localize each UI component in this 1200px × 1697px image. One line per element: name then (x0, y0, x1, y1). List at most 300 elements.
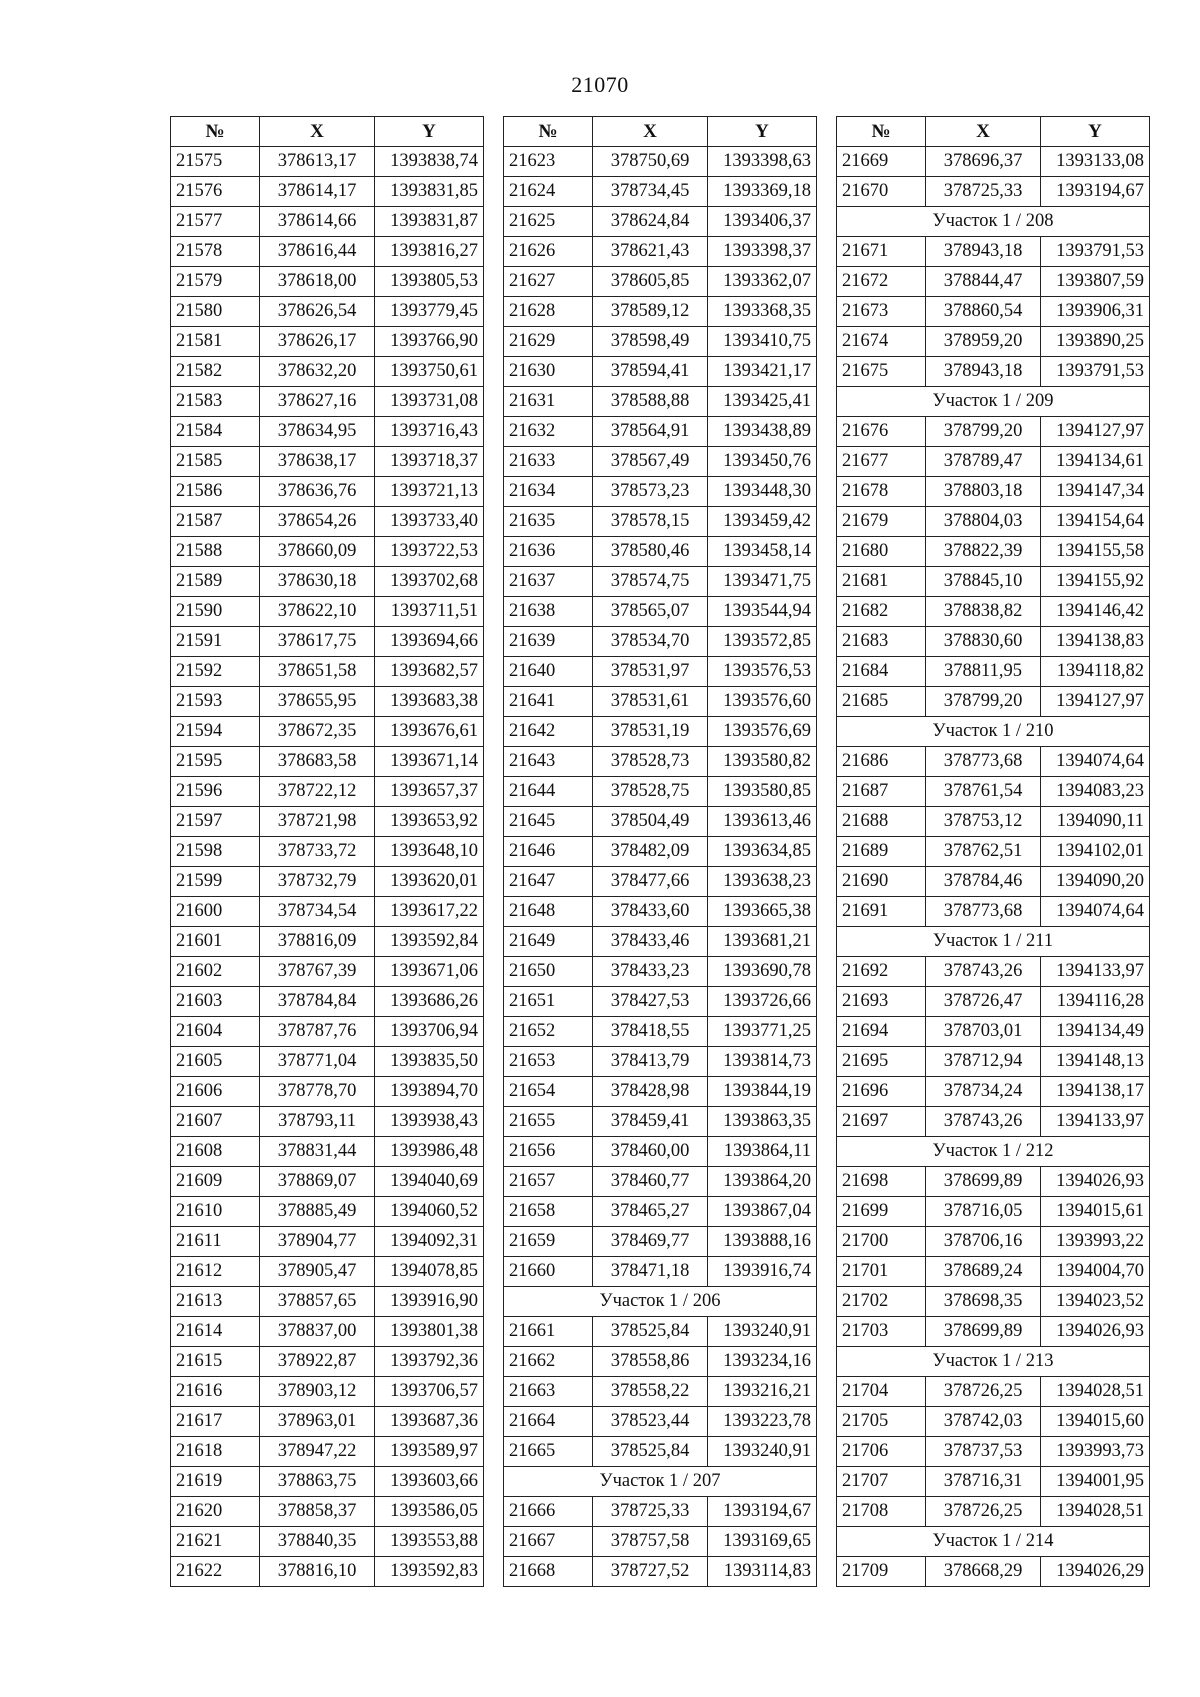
coordinates-table-1 (170, 116, 484, 1587)
cell-num: 21699 (837, 1197, 926, 1227)
header-num: № (837, 117, 926, 147)
cell-y: 1393894,70 (375, 1077, 484, 1107)
cell-num: 21625 (504, 207, 593, 237)
cell-num: 21605 (171, 1047, 260, 1077)
cell-y: 1393993,22 (1041, 1227, 1150, 1257)
cell-x: 378634,95 (260, 417, 375, 447)
cell-y: 1393791,53 (1041, 357, 1150, 387)
cell-x: 378750,69 (593, 147, 708, 177)
table-row (171, 1347, 484, 1377)
cell-y: 1393592,83 (375, 1557, 484, 1587)
table-row (837, 1287, 1150, 1317)
cell-num: 21598 (171, 837, 260, 867)
table-row (171, 1287, 484, 1317)
cell-y: 1394015,61 (1041, 1197, 1150, 1227)
cell-x: 378558,22 (593, 1377, 708, 1407)
header-num: № (504, 117, 593, 147)
table-row (504, 687, 817, 717)
cell-x: 378706,16 (926, 1227, 1041, 1257)
cell-x: 378699,89 (926, 1317, 1041, 1347)
cell-num: 21656 (504, 1137, 593, 1167)
cell-y: 1393576,60 (708, 687, 817, 717)
table-row (504, 327, 817, 357)
table-row (171, 1467, 484, 1497)
table-row (171, 717, 484, 747)
cell-y: 1394001,95 (1041, 1467, 1150, 1497)
table-row (171, 357, 484, 387)
cell-x: 378627,16 (260, 387, 375, 417)
cell-x: 378860,54 (926, 297, 1041, 327)
table-row (171, 387, 484, 417)
cell-y: 1393890,25 (1041, 327, 1150, 357)
header-x: X (260, 117, 375, 147)
cell-x: 378837,00 (260, 1317, 375, 1347)
table-row (171, 1107, 484, 1137)
section-row (837, 207, 1150, 237)
table-row (171, 1197, 484, 1227)
cell-x: 378621,43 (593, 237, 708, 267)
table-row (171, 597, 484, 627)
cell-num: 21697 (837, 1107, 926, 1137)
section-label: Участок 1 / 212 (837, 1137, 1150, 1167)
cell-x: 378811,95 (926, 657, 1041, 687)
cell-x: 378578,15 (593, 507, 708, 537)
cell-x: 378523,44 (593, 1407, 708, 1437)
cell-y: 1393731,08 (375, 387, 484, 417)
cell-y: 1394026,29 (1041, 1557, 1150, 1587)
header-y: Y (375, 117, 484, 147)
table-row (171, 1527, 484, 1557)
cell-x: 378613,17 (260, 147, 375, 177)
cell-num: 21678 (837, 477, 926, 507)
table-row (171, 1167, 484, 1197)
table-row (171, 207, 484, 237)
section-row (837, 1347, 1150, 1377)
cell-x: 378624,84 (593, 207, 708, 237)
cell-x: 378771,04 (260, 1047, 375, 1077)
page-number: 21070 (571, 72, 629, 97)
cell-y: 1393711,51 (375, 597, 484, 627)
cell-y: 1393844,19 (708, 1077, 817, 1107)
table-row (171, 417, 484, 447)
cell-y: 1393586,05 (375, 1497, 484, 1527)
table-row (837, 1317, 1150, 1347)
cell-num: 21603 (171, 987, 260, 1017)
table-row (504, 1377, 817, 1407)
cell-y: 1393458,14 (708, 537, 817, 567)
cell-num: 21640 (504, 657, 593, 687)
cell-y: 1394138,17 (1041, 1077, 1150, 1107)
cell-x: 378598,49 (593, 327, 708, 357)
cell-y: 1393362,07 (708, 267, 817, 297)
cell-num: 21581 (171, 327, 260, 357)
table-row (171, 1557, 484, 1587)
cell-num: 21630 (504, 357, 593, 387)
cell-x: 378767,39 (260, 957, 375, 987)
cell-x: 378726,25 (926, 1377, 1041, 1407)
table-row (837, 597, 1150, 627)
cell-x: 378858,37 (260, 1497, 375, 1527)
cell-y: 1393634,85 (708, 837, 817, 867)
cell-y: 1393671,06 (375, 957, 484, 987)
section-label: Участок 1 / 208 (837, 207, 1150, 237)
cell-x: 378816,09 (260, 927, 375, 957)
header-x: X (593, 117, 708, 147)
cell-num: 21584 (171, 417, 260, 447)
table-row (504, 987, 817, 1017)
table-row (504, 957, 817, 987)
cell-x: 378743,26 (926, 1107, 1041, 1137)
cell-x: 378427,53 (593, 987, 708, 1017)
cell-num: 21631 (504, 387, 593, 417)
cell-x: 378831,44 (260, 1137, 375, 1167)
cell-num: 21629 (504, 327, 593, 357)
cell-y: 1393580,82 (708, 747, 817, 777)
cell-y: 1393671,14 (375, 747, 484, 777)
cell-x: 378943,18 (926, 357, 1041, 387)
cell-num: 21698 (837, 1167, 926, 1197)
cell-y: 1393733,40 (375, 507, 484, 537)
cell-num: 21628 (504, 297, 593, 327)
table-row (504, 717, 817, 747)
cell-y: 1393648,10 (375, 837, 484, 867)
cell-x: 378793,11 (260, 1107, 375, 1137)
cell-y: 1393694,66 (375, 627, 484, 657)
cell-num: 21688 (837, 807, 926, 837)
cell-num: 21626 (504, 237, 593, 267)
cell-num: 21615 (171, 1347, 260, 1377)
cell-num: 21597 (171, 807, 260, 837)
cell-y: 1393438,89 (708, 417, 817, 447)
cell-x: 378737,53 (926, 1437, 1041, 1467)
cell-num: 21617 (171, 1407, 260, 1437)
table-row (504, 477, 817, 507)
section-row (837, 1137, 1150, 1167)
table-row (504, 657, 817, 687)
cell-y: 1393240,91 (708, 1317, 817, 1347)
cell-x: 378528,73 (593, 747, 708, 777)
cell-x: 378743,26 (926, 957, 1041, 987)
table-row (837, 1497, 1150, 1527)
cell-y: 1393459,42 (708, 507, 817, 537)
cell-y: 1394102,01 (1041, 837, 1150, 867)
cell-y: 1393398,37 (708, 237, 817, 267)
cell-num: 21642 (504, 717, 593, 747)
cell-x: 378904,77 (260, 1227, 375, 1257)
cell-num: 21575 (171, 147, 260, 177)
cell-y: 1393831,85 (375, 177, 484, 207)
cell-num: 21700 (837, 1227, 926, 1257)
cell-num: 21660 (504, 1257, 593, 1287)
table-header-row (171, 117, 484, 147)
cell-y: 1394133,97 (1041, 1107, 1150, 1137)
section-label: Участок 1 / 210 (837, 717, 1150, 747)
cell-num: 21691 (837, 897, 926, 927)
cell-num: 21685 (837, 687, 926, 717)
cell-y: 1393805,53 (375, 267, 484, 297)
cell-num: 21601 (171, 927, 260, 957)
cell-y: 1393807,59 (1041, 267, 1150, 297)
cell-num: 21701 (837, 1257, 926, 1287)
table-row (171, 567, 484, 597)
table-row (837, 1257, 1150, 1287)
cell-num: 21593 (171, 687, 260, 717)
cell-num: 21618 (171, 1437, 260, 1467)
cell-num: 21616 (171, 1377, 260, 1407)
cell-x: 378534,70 (593, 627, 708, 657)
cell-num: 21588 (171, 537, 260, 567)
cell-y: 1393906,31 (1041, 297, 1150, 327)
cell-y: 1394155,58 (1041, 537, 1150, 567)
cell-y: 1393638,23 (708, 867, 817, 897)
table-row (504, 1047, 817, 1077)
cell-y: 1393993,73 (1041, 1437, 1150, 1467)
table-row (837, 147, 1150, 177)
cell-x: 378672,35 (260, 717, 375, 747)
table-row (504, 147, 817, 177)
cell-x: 378733,72 (260, 837, 375, 867)
table-row (504, 357, 817, 387)
table-row (837, 447, 1150, 477)
cell-y: 1393681,21 (708, 927, 817, 957)
table-row (504, 597, 817, 627)
table-row (837, 1167, 1150, 1197)
cell-num: 21671 (837, 237, 926, 267)
table-row (171, 1227, 484, 1257)
header-num: № (171, 117, 260, 147)
table-row (837, 1107, 1150, 1137)
cell-y: 1393750,61 (375, 357, 484, 387)
table-row (504, 417, 817, 447)
cell-num: 21658 (504, 1197, 593, 1227)
table-row (837, 837, 1150, 867)
cell-x: 378471,18 (593, 1257, 708, 1287)
cell-num: 21673 (837, 297, 926, 327)
cell-x: 378528,75 (593, 777, 708, 807)
cell-x: 378721,98 (260, 807, 375, 837)
cell-x: 378698,35 (926, 1287, 1041, 1317)
cell-num: 21669 (837, 147, 926, 177)
cell-x: 378784,84 (260, 987, 375, 1017)
cell-num: 21627 (504, 267, 593, 297)
coordinates-table-2 (503, 116, 817, 1587)
table-row (837, 297, 1150, 327)
cell-num: 21583 (171, 387, 260, 417)
cell-x: 378857,65 (260, 1287, 375, 1317)
table-row (171, 1317, 484, 1347)
table-row (504, 1227, 817, 1257)
table-row (171, 657, 484, 687)
table-row (837, 177, 1150, 207)
cell-y: 1394028,51 (1041, 1377, 1150, 1407)
cell-y: 1394118,82 (1041, 657, 1150, 687)
table-row (504, 807, 817, 837)
cell-num: 21667 (504, 1527, 593, 1557)
cell-num: 21645 (504, 807, 593, 837)
cell-num: 21641 (504, 687, 593, 717)
cell-num: 21622 (171, 1557, 260, 1587)
table-row (504, 537, 817, 567)
cell-x: 378413,79 (593, 1047, 708, 1077)
section-row (837, 387, 1150, 417)
cell-num: 21595 (171, 747, 260, 777)
cell-x: 378433,46 (593, 927, 708, 957)
cell-x: 378525,84 (593, 1437, 708, 1467)
cell-x: 378477,66 (593, 867, 708, 897)
table-row (171, 1047, 484, 1077)
cell-y: 1393864,20 (708, 1167, 817, 1197)
cell-y: 1393766,90 (375, 327, 484, 357)
table-row (171, 1077, 484, 1107)
cell-num: 21648 (504, 897, 593, 927)
cell-y: 1393718,37 (375, 447, 484, 477)
table-row (837, 567, 1150, 597)
cell-x: 378787,76 (260, 1017, 375, 1047)
cell-num: 21614 (171, 1317, 260, 1347)
cell-x: 378716,05 (926, 1197, 1041, 1227)
cell-num: 21632 (504, 417, 593, 447)
cell-x: 378699,89 (926, 1167, 1041, 1197)
cell-y: 1393223,78 (708, 1407, 817, 1437)
cell-y: 1394146,42 (1041, 597, 1150, 627)
cell-num: 21651 (504, 987, 593, 1017)
table-row (837, 417, 1150, 447)
table-row (171, 927, 484, 957)
cell-x: 378822,39 (926, 537, 1041, 567)
cell-num: 21604 (171, 1017, 260, 1047)
table-row (171, 987, 484, 1017)
cell-y: 1393986,48 (375, 1137, 484, 1167)
cell-num: 21636 (504, 537, 593, 567)
table-row (171, 237, 484, 267)
cell-num: 21680 (837, 537, 926, 567)
table-row (837, 747, 1150, 777)
table-row (171, 1407, 484, 1437)
table-row (171, 867, 484, 897)
cell-x: 378773,68 (926, 747, 1041, 777)
cell-x: 378574,75 (593, 567, 708, 597)
cell-num: 21684 (837, 657, 926, 687)
section-label: Участок 1 / 211 (837, 927, 1150, 957)
cell-x: 378734,24 (926, 1077, 1041, 1107)
cell-y: 1393814,73 (708, 1047, 817, 1077)
cell-num: 21582 (171, 357, 260, 387)
cell-y: 1394026,93 (1041, 1167, 1150, 1197)
cell-x: 378622,10 (260, 597, 375, 627)
cell-num: 21607 (171, 1107, 260, 1137)
cell-x: 378465,27 (593, 1197, 708, 1227)
table-row (504, 1107, 817, 1137)
table-row (837, 807, 1150, 837)
cell-num: 21602 (171, 957, 260, 987)
cell-num: 21661 (504, 1317, 593, 1347)
cell-num: 21638 (504, 597, 593, 627)
section-row (504, 1287, 817, 1317)
table-header-row (837, 117, 1150, 147)
header-y: Y (708, 117, 817, 147)
table-row (837, 867, 1150, 897)
table-row (837, 627, 1150, 657)
cell-x: 378742,03 (926, 1407, 1041, 1437)
cell-num: 21590 (171, 597, 260, 627)
cell-num: 21635 (504, 507, 593, 537)
cell-x: 378840,35 (260, 1527, 375, 1557)
section-label: Участок 1 / 214 (837, 1527, 1150, 1557)
cell-num: 21654 (504, 1077, 593, 1107)
cell-x: 378757,58 (593, 1527, 708, 1557)
cell-y: 1393706,57 (375, 1377, 484, 1407)
table-row (837, 1377, 1150, 1407)
table-row (504, 1017, 817, 1047)
table-row (171, 777, 484, 807)
cell-x: 378504,49 (593, 807, 708, 837)
cell-num: 21620 (171, 1497, 260, 1527)
cell-x: 378753,12 (926, 807, 1041, 837)
table-row (837, 477, 1150, 507)
table-row (504, 207, 817, 237)
cell-y: 1394133,97 (1041, 957, 1150, 987)
cell-x: 378588,88 (593, 387, 708, 417)
cell-y: 1393572,85 (708, 627, 817, 657)
cell-num: 21703 (837, 1317, 926, 1347)
table-row (171, 747, 484, 777)
cell-y: 1393867,04 (708, 1197, 817, 1227)
cell-y: 1393779,45 (375, 297, 484, 327)
cell-y: 1393620,01 (375, 867, 484, 897)
cell-y: 1393169,65 (708, 1527, 817, 1557)
cell-x: 378565,07 (593, 597, 708, 627)
cell-y: 1393938,43 (375, 1107, 484, 1137)
cell-x: 378460,00 (593, 1137, 708, 1167)
cell-x: 378482,09 (593, 837, 708, 867)
cell-y: 1394026,93 (1041, 1317, 1150, 1347)
cell-x: 378626,54 (260, 297, 375, 327)
cell-y: 1394074,64 (1041, 747, 1150, 777)
cell-y: 1393835,50 (375, 1047, 484, 1077)
cell-y: 1393916,74 (708, 1257, 817, 1287)
header-y: Y (1041, 117, 1150, 147)
cell-y: 1393369,18 (708, 177, 817, 207)
table-row (504, 1497, 817, 1527)
cell-num: 21672 (837, 267, 926, 297)
cell-y: 1394074,64 (1041, 897, 1150, 927)
cell-y: 1393406,37 (708, 207, 817, 237)
cell-num: 21682 (837, 597, 926, 627)
cell-y: 1394154,64 (1041, 507, 1150, 537)
cell-num: 21587 (171, 507, 260, 537)
cell-x: 378778,70 (260, 1077, 375, 1107)
cell-x: 378531,97 (593, 657, 708, 687)
table-row (504, 1317, 817, 1347)
cell-x: 378703,01 (926, 1017, 1041, 1047)
table-row (504, 1167, 817, 1197)
cell-num: 21683 (837, 627, 926, 657)
cell-num: 21676 (837, 417, 926, 447)
cell-num: 21623 (504, 147, 593, 177)
cell-num: 21596 (171, 777, 260, 807)
cell-num: 21664 (504, 1407, 593, 1437)
cell-y: 1393888,16 (708, 1227, 817, 1257)
cell-num: 21706 (837, 1437, 926, 1467)
cell-x: 378668,29 (926, 1557, 1041, 1587)
cell-y: 1393721,13 (375, 477, 484, 507)
cell-y: 1394078,85 (375, 1257, 484, 1287)
cell-x: 378428,98 (593, 1077, 708, 1107)
cell-num: 21611 (171, 1227, 260, 1257)
cell-y: 1393613,46 (708, 807, 817, 837)
cell-y: 1393687,36 (375, 1407, 484, 1437)
cell-x: 378617,75 (260, 627, 375, 657)
